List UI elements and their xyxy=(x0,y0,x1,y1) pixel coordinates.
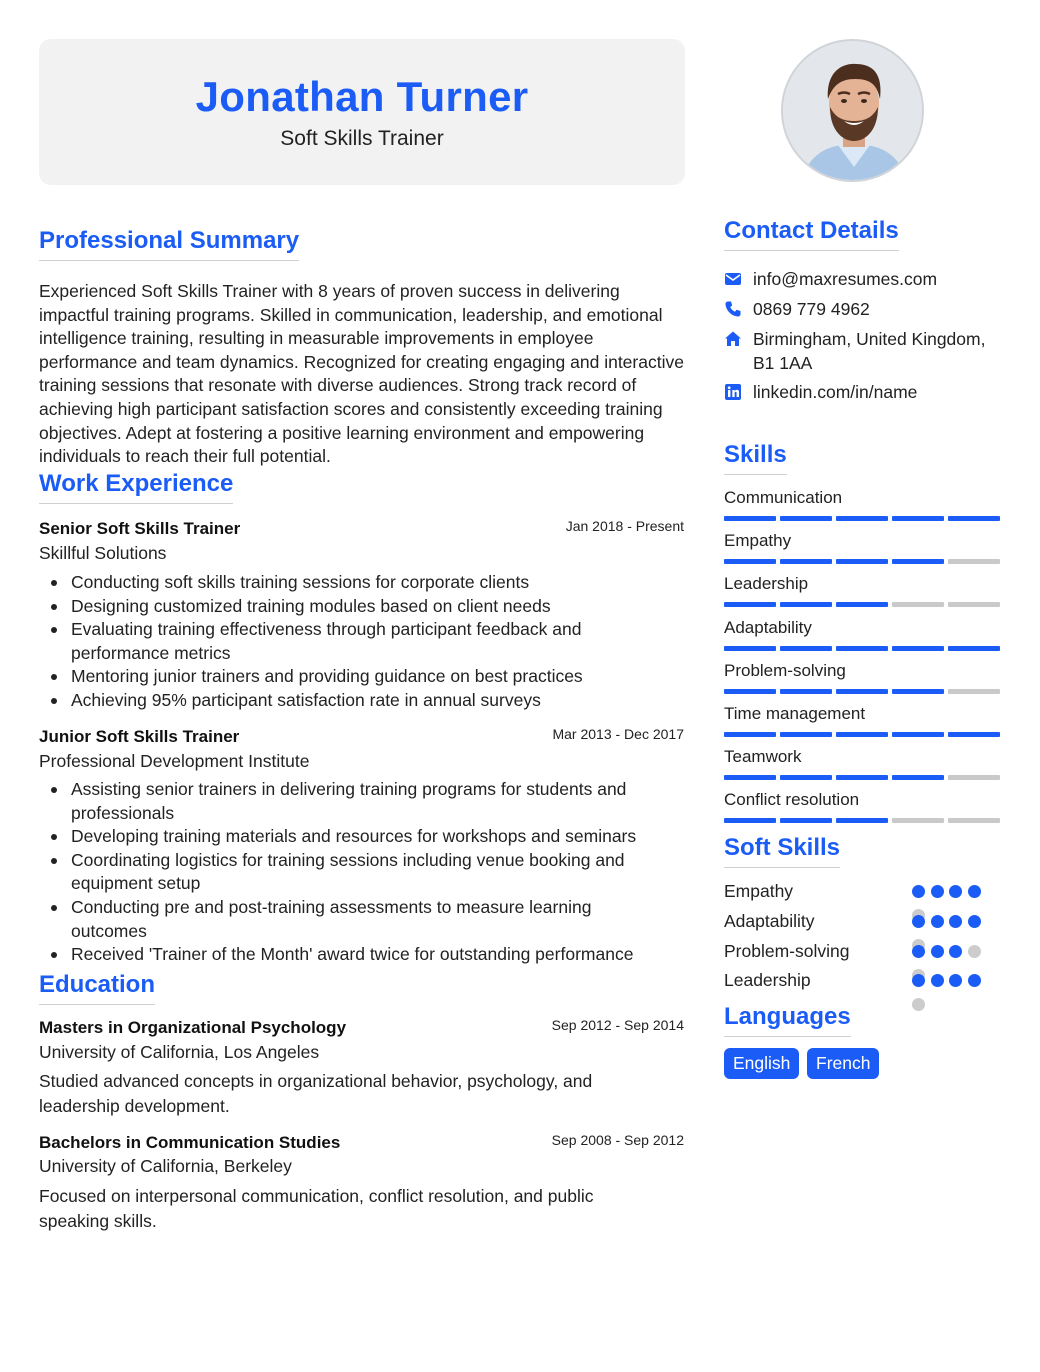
skill-segment-filled xyxy=(836,646,888,651)
section-title-summary: Professional Summary xyxy=(39,227,299,261)
rating-dot-filled xyxy=(968,885,981,898)
rating-dot-filled xyxy=(912,885,925,898)
skill-name: Time management xyxy=(724,704,866,723)
skill-segment-filled xyxy=(836,602,888,607)
list-item: Conducting soft skills training sessions for corporate clients xyxy=(39,571,689,595)
contact-linkedin[interactable] xyxy=(724,381,917,405)
skill-segment-filled xyxy=(724,818,776,823)
skill-level-bar xyxy=(724,559,1000,564)
school-name: University of California, Los Angeles xyxy=(39,1042,320,1062)
skill-name: Leadership xyxy=(724,574,809,594)
skill-level-bar xyxy=(724,732,1000,737)
skill-name: Communication xyxy=(724,488,843,507)
soft-skill-name: Adaptability xyxy=(724,910,815,931)
envelope-icon xyxy=(724,270,742,288)
avatar xyxy=(781,39,924,182)
education-date: Sep 2012 - Sep 2014 xyxy=(551,1017,684,1033)
skill-level-bar xyxy=(724,602,1000,607)
contact-address-text: Birmingham, United Kingdom, B1 1AA xyxy=(753,329,986,373)
list-item: Achieving 95% participant satisfaction rate in annual surveys xyxy=(39,689,689,713)
skill-segment-filled xyxy=(780,646,832,651)
skill-segment-empty xyxy=(948,602,1000,607)
list-item: Assisting senior trainers in delivering training programs for students and professionals xyxy=(39,778,689,825)
contact-linkedin-text: linkedin.com/in/name xyxy=(753,382,918,402)
skill-level-bar xyxy=(724,516,1000,521)
skill-name: Empathy xyxy=(724,531,792,551)
skill-name: Conflict resolution xyxy=(724,790,860,810)
skill-segment-filled xyxy=(836,818,888,823)
rating-dot-filled xyxy=(931,915,944,928)
rating-dot-filled xyxy=(968,915,981,928)
job-title: Junior Soft Skills Trainer xyxy=(39,727,240,746)
contact-address xyxy=(724,328,1000,375)
portrait-image xyxy=(783,41,924,182)
language-tag: French xyxy=(807,1048,879,1079)
job-bullets xyxy=(39,778,689,967)
section-title-languages: Languages xyxy=(724,1003,851,1037)
skill-segment-filled xyxy=(836,516,888,521)
rating-dot-filled xyxy=(931,974,944,987)
language-tag: English xyxy=(724,1048,799,1079)
skill-level-bar xyxy=(724,775,1000,780)
skill-segment-filled xyxy=(836,732,888,737)
job-date: Jan 2018 - Present xyxy=(565,518,684,534)
skill-level-bar xyxy=(724,818,1000,823)
skill-segment-filled xyxy=(836,559,888,564)
job-organization: Professional Development Institute xyxy=(39,751,310,771)
skill-name: Teamwork xyxy=(724,747,802,767)
list-item: Received 'Trainer of the Month' award twice for outstanding performance xyxy=(39,943,689,967)
skill-segment-empty xyxy=(948,689,1000,694)
contact-email[interactable] xyxy=(724,268,937,292)
rating-dot-filled xyxy=(949,974,962,987)
rating-dot-empty xyxy=(912,998,925,1011)
rating-dot-filled xyxy=(931,945,944,958)
skill-segment-filled xyxy=(724,602,776,607)
skill-segment-filled xyxy=(780,732,832,737)
soft-skill-name: Empathy xyxy=(724,881,794,901)
skill-segment-empty xyxy=(948,775,1000,780)
school-name: University of California, Berkeley xyxy=(39,1156,292,1176)
job-organization: Skillful Solutions xyxy=(39,543,167,563)
rating-dot-filled xyxy=(912,974,925,987)
home-icon xyxy=(724,330,742,348)
skill-segment-filled xyxy=(948,516,1000,521)
skill-segment-filled xyxy=(724,646,776,651)
skill-segment-filled xyxy=(892,516,944,521)
skill-segment-filled xyxy=(892,732,944,737)
section-title-soft-skills: Soft Skills xyxy=(724,834,840,868)
candidate-name: Jonathan Turner xyxy=(195,73,529,120)
rating-dot-filled xyxy=(949,945,962,958)
list-item: Conducting pre and post-training assessments to measure learning outcomes xyxy=(39,896,689,943)
skill-segment-filled xyxy=(892,646,944,651)
degree-title: Bachelors in Communication Studies xyxy=(39,1133,341,1152)
list-item: Mentoring junior trainers and providing guidance on best practices xyxy=(39,665,689,689)
list-item: Developing training materials and resources for workshops and seminars xyxy=(39,825,689,849)
soft-skill-name: Problem-solving xyxy=(724,940,850,961)
phone-icon xyxy=(724,300,742,318)
skill-segment-filled xyxy=(892,559,944,564)
rating-dot-filled xyxy=(912,945,925,958)
header-card xyxy=(39,39,685,185)
list-item: Designing customized training modules based on client needs xyxy=(39,595,689,619)
soft-skill-name: Leadership xyxy=(724,970,811,991)
skill-segment-filled xyxy=(780,559,832,564)
rating-dot-filled xyxy=(949,915,962,928)
skill-segment-filled xyxy=(724,732,776,737)
skill-segment-empty xyxy=(948,818,1000,823)
skill-segment-empty xyxy=(892,818,944,823)
skill-level-bar xyxy=(724,689,1000,694)
skill-segment-filled xyxy=(892,689,944,694)
summary-text: Experienced Soft Skills Trainer with 8 years of proven success in delivering impactful training programs. Skilled in communication, leadership, and emotional intelligence training, resulting in measurable improvements in employee performance and team dynamics. Recognized for creating engaging and interactive training sessions that resonate with diverse audiences. Strong track record of achieving high participant satisfaction scores and consistently exceeding training objectives. Adept at fostering a positive learning environment and empowering individuals to reach their full potential. xyxy=(39,281,684,467)
job-title: Senior Soft Skills Trainer xyxy=(39,519,241,538)
contact-email-text: info@maxresumes.com xyxy=(753,269,938,289)
education-description: Focused on interpersonal communication, conflict resolution, and public speaking skills. xyxy=(39,1186,594,1231)
skill-segment-filled xyxy=(948,646,1000,651)
degree-title: Masters in Organizational Psychology xyxy=(39,1018,347,1037)
rating-dot-filled xyxy=(912,915,925,928)
skill-segment-filled xyxy=(780,516,832,521)
job-bullets xyxy=(39,571,689,713)
list-item: Evaluating training effectiveness through participant feedback and performance metrics xyxy=(39,618,689,665)
education-description: Studied advanced concepts in organizational behavior, psychology, and leadership development. xyxy=(39,1071,593,1116)
skill-segment-filled xyxy=(724,559,776,564)
skill-segment-filled xyxy=(780,775,832,780)
section-title-experience: Work Experience xyxy=(39,470,233,504)
skill-segment-empty xyxy=(948,559,1000,564)
list-item: Coordinating logistics for training sessions including venue booking and equipment setup xyxy=(39,849,689,896)
rating-dot-empty xyxy=(968,945,981,958)
section-title-contact: Contact Details xyxy=(724,217,899,251)
skill-segment-filled xyxy=(780,689,832,694)
skill-segment-filled xyxy=(724,516,776,521)
section-title-education: Education xyxy=(39,971,155,1005)
job-date: Mar 2013 - Dec 2017 xyxy=(552,726,684,742)
skill-level-bar xyxy=(724,646,1000,651)
skill-segment-filled xyxy=(948,732,1000,737)
skill-segment-filled xyxy=(780,602,832,607)
section-title-skills: Skills xyxy=(724,441,787,475)
contact-phone-text: 0869 779 4962 xyxy=(753,299,870,319)
skill-segment-filled xyxy=(780,818,832,823)
skill-name: Adaptability xyxy=(724,617,812,637)
skill-name: Problem-solving xyxy=(724,660,846,680)
skill-segment-filled xyxy=(892,775,944,780)
rating-dot-filled xyxy=(949,885,962,898)
skill-segment-empty xyxy=(892,602,944,607)
contact-phone[interactable] xyxy=(724,298,870,322)
rating-dot-filled xyxy=(968,974,981,987)
linkedin-icon xyxy=(724,383,742,401)
education-date: Sep 2008 - Sep 2012 xyxy=(551,1132,684,1148)
rating-dot-filled xyxy=(931,885,944,898)
skill-segment-filled xyxy=(836,775,888,780)
skill-segment-filled xyxy=(724,775,776,780)
skill-segment-filled xyxy=(836,689,888,694)
candidate-role: Soft Skills Trainer xyxy=(280,127,444,150)
skill-segment-filled xyxy=(724,689,776,694)
